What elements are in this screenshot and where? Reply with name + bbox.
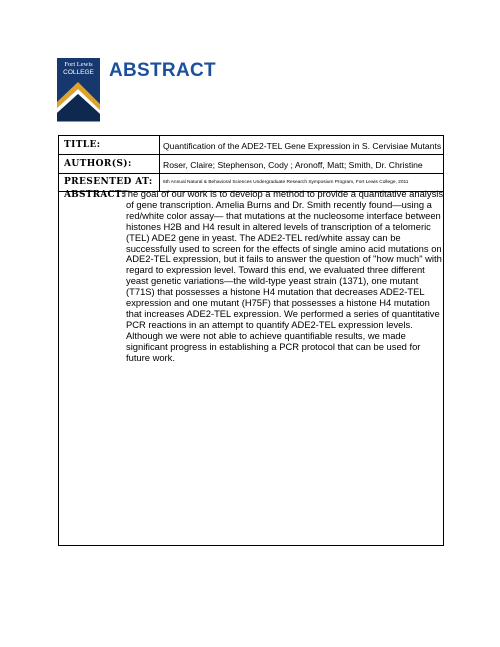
logo-text-line1: Fort Lewis [64,61,93,68]
title-row [59,136,443,155]
title-label: TITLE: [64,140,101,150]
authors-value: Roser, Claire; Stephenson, Cody ; Aronoff, Matt; Smith, Dr. Christine [163,160,423,170]
logo-text-line2: COLLEGE [63,69,94,76]
presented-at-label: PRESENTED AT: [64,177,153,187]
title-value: Quantification of the ADE2-TEL Gene Expression in S. Cervisiae Mutants [163,141,442,151]
authors-row [59,155,443,174]
fort-lewis-college-logo [57,58,100,122]
abstract-text: The goal of our work is to develop a method to provide a quantitative analysis of gene transcription. Amelia Burns and Dr. Smith recently found—using a red/white color assay— that mutations at the nucleosome interface between histones H2B and H4 result in altered levels of transcription of a telomeric (TEL) ADE2 gene in yeast. The ADE2-TEL red/white assay can be successfully used to screen for the effects of single amino acid mutations on ADE2-TEL expression, but it fails to answer the question of "how much" with regard to expression level. Toward this end, we evaluated three different yeast genetic variations—the wild-type yeast strain (1371), one mutant (T71S) that possesses a histone H4 mutation that decreases ADE2-TEL expression and one mutant (H75F) that possesses a histone H4 mutation that increases ADE2-TEL expression. We performed a series of quantitative PCR reactions in an attempt to quantify ADE2-TEL expression levels. Although we were not able to achieve quantifiable results, we made significant progress in establishing a PCR protocol that can be used for future work. [122,188,444,363]
presented-at-value: 6th Annual Natural & Behavioral Sciences Undergraduate Research Symposium Program, Fort Lewis College, 2011 [163,180,409,185]
authors-label: AUTHOR(S): [64,159,132,169]
page-heading: ABSTRACT [109,60,216,81]
abstract-label: ABSTRACT: [64,190,125,200]
abstract-form [58,135,444,546]
